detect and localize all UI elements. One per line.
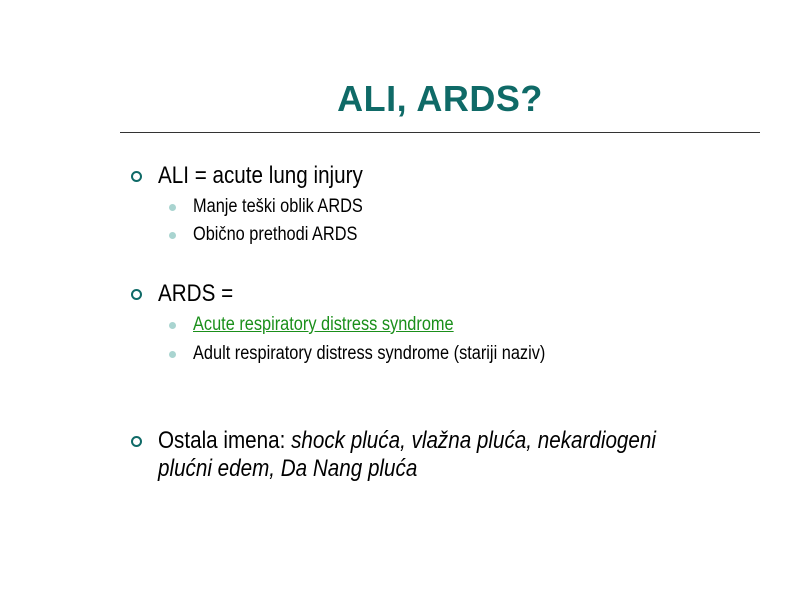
dot-bullet-icon: [169, 232, 176, 239]
dot-bullet-icon: [169, 322, 176, 329]
sub-item-text: Obično prethodi ARDS: [193, 224, 358, 245]
bullet-text: ALI = acute lung injury: [158, 162, 363, 189]
hollow-circle-bullet-icon: [131, 289, 142, 300]
sub-item-text: Manje teški oblik ARDS: [193, 196, 363, 217]
bullet-item-other-names: [131, 427, 781, 487]
slide-title: ALI, ARDS?: [337, 78, 543, 119]
hollow-circle-bullet-icon: [131, 436, 142, 447]
sub-item-text: Adult respiratory distress syndrome (stariji naziv): [193, 343, 546, 364]
bullet-text: [158, 427, 674, 483]
bullet-text-italic: plućni edem, Da Nang pluća: [158, 455, 418, 482]
bullet-text-prefix: Ostala imena:: [158, 427, 292, 454]
bullet-text: ARDS =: [158, 280, 234, 307]
dot-bullet-icon: [169, 204, 176, 211]
title-divider: [120, 132, 760, 133]
hollow-circle-bullet-icon: [131, 171, 142, 182]
bullet-text-italic: shock pluća, vlažna pluća, nekardiogeni: [291, 427, 656, 454]
dot-bullet-icon: [169, 351, 176, 358]
sub-item-link[interactable]: Acute respiratory distress syndrome: [193, 314, 454, 335]
